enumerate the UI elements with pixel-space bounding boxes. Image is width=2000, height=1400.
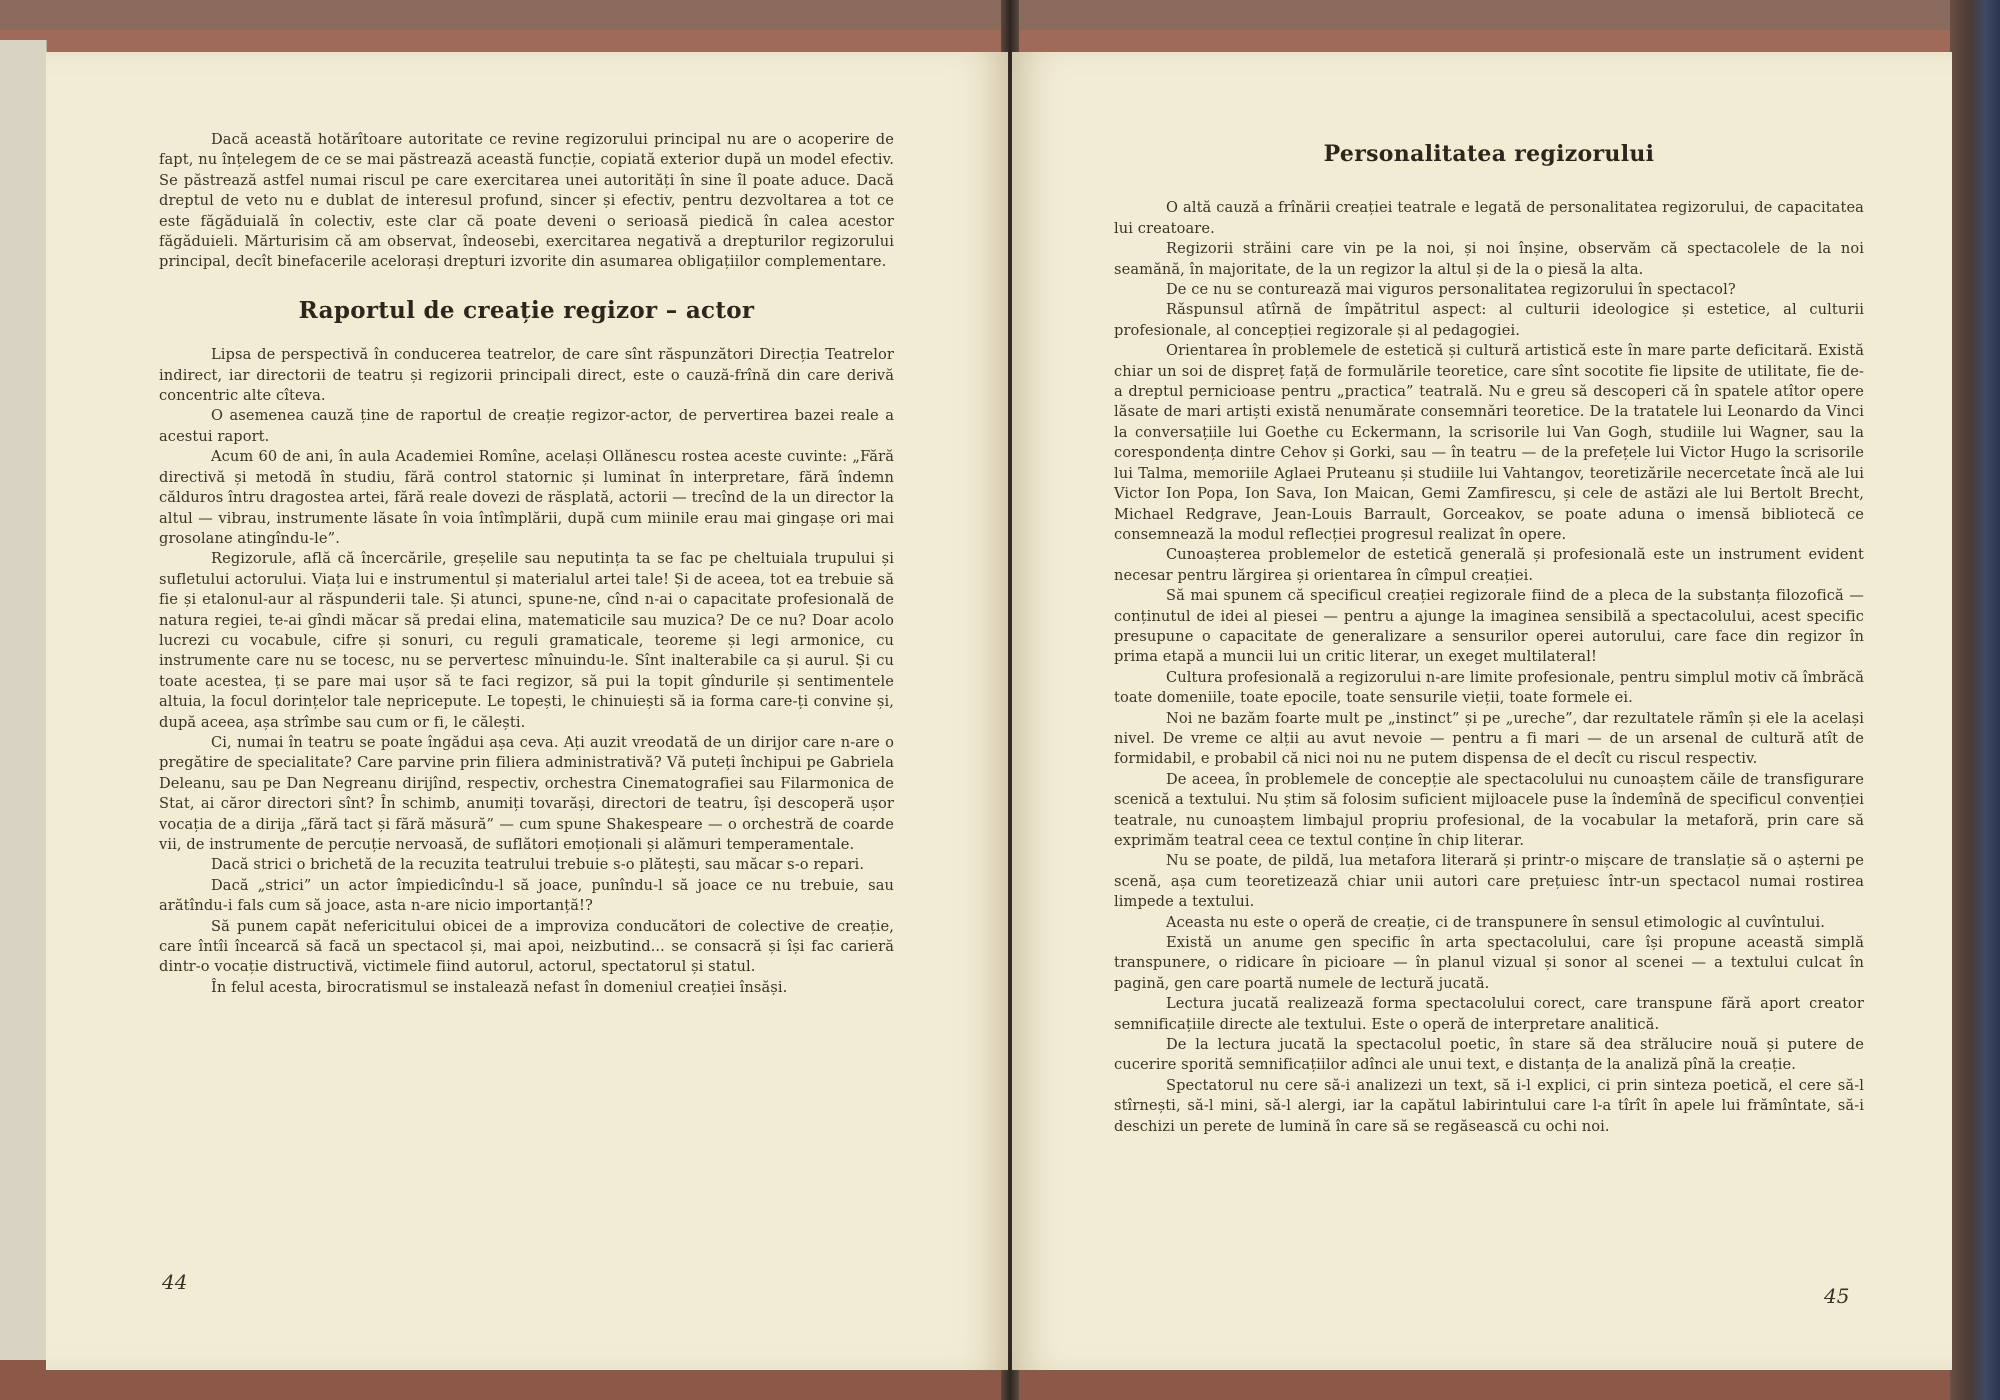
paragraph: Să mai spunem că specificul creației regizorale fiind de a pleca de la substanța filozofică — conținutul de idei al piesei — pentru a ajunge la imaginea sensibilă a spectacolului, acest specific presupune o capacitate de generalizare a sensurilor operei autorului, care face din regizor în prima etapă a muncii lui un critic literar, un exeget multilateral! — [1114, 587, 1864, 666]
right-page-text — [1114, 141, 1864, 1137]
intro-paragraph: Dacă această hotărîtoare autoritate ce revine regizorului principal nu are o acoperire de fapt, nu înțelegem de ce se mai păstrează această funcție, copiată exterior după un model efectiv. Se păstrează astfel numai riscul pe care exercitarea unei autorități în sine îl poate aduce. Dacă dreptul de veto nu e dublat de interesul profund, sincer și efectiv, pentru dezvoltarea a tot ce este făgăduială în colectiv, este clar că poate deveni o serioasă piedică în calea acestor făgăduieli. Mărturisim că am observat, îndeosebi, exercitarea negativă a drepturilor regizorului principal, decît binefacerile acelorași drepturi izvorite din asumarea obligațiilor complementare. — [159, 131, 894, 271]
paragraph: Nu se poate, de pildă, lua metafora literară și printr-o mișcare de translație să o așterni pe scenă, așa cum teoretizează chiar unii autori care prețuiesc într-un spectacol numai rostirea limpede a textului. — [1114, 852, 1864, 911]
paragraph: O asemenea cauză ține de raportul de creație regizor-actor, de pervertirea bazei reale a acestui raport. — [159, 407, 894, 445]
paragraph: Aceasta nu este o operă de creație, ci de transpunere în sensul etimologic al cuvîntului. — [1166, 913, 1825, 931]
paragraph: Cultura profesională a regizorului n-are limite profesionale, pentru simplul motiv că îmbrăcă toate domeniile, toate epocile, toate sensurile vieții, toate formele ei. — [1114, 668, 1864, 707]
paragraph: Există un anume gen specific în arta spectacolului, care își propune această simplă transpunere, o ridicare în picioare — în planul vizual și sonor al scenei — a textului culcat în pagină, gen care poartă numele de lectură jucată. — [1114, 934, 1864, 992]
paragraph: Cunoașterea problemelor de estetică generală și profesională este un instrument evident necesar pentru lărgirea și orientarea în cîmpul creației. — [1114, 546, 1864, 584]
facing-page-edge — [0, 40, 47, 1360]
paragraph: Orientarea în problemele de estetică și cultură artistică este în mare parte deficitară. Există chiar un soi de dispreț față de formulările teoretice, care sînt socotite fie lipsite de utilitate, fie de-a dreptul pernicioase pentru „practica” teatrală. Nu e greu să descoperi că în spatele atîtor opere lăsate de mari artiști există nenumărate consemnări teoretice. De la tratatele lui Leonardo da Vinci la conversațiile lui Goethe cu Eckermann, la scrisorile lui Van Gogh, studiile lui Wagner, sau la corespondența dintre Cehov și Gorki, sau — în teatru — de la prefețele lui Victor Hugo la scrisorile lui Talma, memoriile Aglaei Pruteanu și studiile lui Vahtangov, teoretizările necercetate încă ale lui Victor Ion Popa, Ion Sava, Ion Maican, Gemi Zamfirescu, și cele de astăzi ale lui Bertolt Brecht, Michael Redgrave, Jean-Louis Barrault, Gorceakov, se poate aduna o imensă bibliotecă ce consemnează la modul reflecției progresul realizat în opere. — [1114, 342, 1864, 543]
paragraph: Acum 60 de ani, în aula Academiei Romîne, același Ollănescu rostea aceste cuvinte: „Fără directivă și metodă în studiu, fără control statornic și luminat în interpretare, fără îndemn călduros întru dragostea artei, fără reale dovezi de răsplată, actorii — trecînd de la un director la altul — vibrau, instrumente lăsate în voia întîmplării, după cum miinile erau mai gingașe ori mai grosolane atingîndu-le”. — [159, 448, 894, 547]
paragraph: De aceea, în problemele de concepție ale spectacolului nu cunoaștem căile de transfigurare scenică a textului. Nu știm să folosim suficient mijloacele puse la îndemînă de specificul convenției teatrale, nu cunoaștem limbajul propriu profesional, de la vocabular la metaforă, prin care să exprimăm teatral ceea ce textul conține în chip literar. — [1114, 770, 1864, 849]
paragraph: Să punem capăt nefericitului obicei de a improviza conducători de colective de creație, care întîi încearcă să facă un spectacol și, mai apoi, neizbutind... se consacră și își fac carieră dintr-o vocație distructivă, victimele fiind autorul, actorul, spectatorul și statul. — [159, 917, 894, 976]
right-page — [1012, 52, 1952, 1370]
paragraph: Lipsa de perspectivă în conducerea teatrelor, de care sînt răspunzători Direcția Teatrelor indirect, iar directorii de teatru și regizorii principali direct, este o cauză-frînă din care derivă concentric alte cîteva. — [159, 346, 894, 405]
page-number: 44 — [162, 1270, 188, 1294]
paragraph: Regizorii străini care vin pe la noi, și noi înșine, observăm că spectacolele de la noi seamănă, în majoritate, de la un regizor la altul și de la o piesă la alta. — [1114, 240, 1864, 278]
paragraph: Lectura jucată realizează forma spectacolului corect, care transpune fără aport creator semnificațiile directe ale textului. Este o operă de interpretare analitică. — [1114, 995, 1864, 1033]
paragraph: Ci, numai în teatru se poate îngădui așa ceva. Ați auzit vreodată de un dirijor care n-are o pregătire de specialitate? Care parvine prin filiera administrativă? Vă puteți închipui pe Gabriela Deleanu, sau pe Dan Negreanu dirijînd, respectiv, orchestra Cinematografiei sau Filarmonica de Stat, ai căror directori sînt? În schimb, anumiți tovarăși, directori de teatru, își descoperă ușor vocația de a dirija „fără tact și fără măsură” — cum spune Shakespeare — o orchestră de coarde vii, de instrumente de percuție nervoasă, de suflători emoționali și alămuri temperamentale. — [159, 733, 894, 853]
paragraph: Dacă „strici” un actor împiedicîndu-l să joace, punîndu-l să joace ce nu trebuie, sau arătîndu-i fals cum să joace, asta n-are nicio importanță!? — [159, 876, 894, 915]
paragraph: Noi ne bazăm foarte mult pe „instinct” și pe „ureche”, dar rezultatele rămîn și ele la același nivel. De vreme ce alții au avut nevoie — pentru a fi mari — de un arsenal de cultură atît de formidabil, e probabil că nici noi nu ne putem dispensa de el decît cu riscul respectiv. — [1114, 709, 1864, 768]
paragraph: De ce nu se conturează mai viguros personalitatea regizorului în spectacol? — [1166, 281, 1736, 299]
page-number: 45 — [1824, 1284, 1850, 1308]
paragraph: Răspunsul atîrnă de împătritul aspect: al culturii ideologice și estetice, al culturii profesionale, al concepției regizorale și al pedagogiei. — [1114, 301, 1864, 339]
paragraph: Spectatorul nu cere să-i analizezi un text, să i-l explici, ci prin sinteza poetică, el cere să-l stîrnești, să-l mini, să-l alergi, iar la capătul labirintului care l-a tîrît în apele lui frămîntate, să-i deschizi un perete de lumină în care să se regăsească cu ochi noi. — [1114, 1076, 1864, 1135]
left-page-text — [159, 130, 894, 998]
section-heading: Personalitatea regizorului — [1323, 141, 1655, 167]
paragraph: O altă cauză a frînării creației teatrale e legată de personalitatea regizorului, de capacitatea lui creatoare. — [1114, 199, 1864, 237]
left-page — [46, 52, 1008, 1370]
book-cover-edge — [1950, 0, 2000, 1400]
paragraph: Regizorule, află că încercările, greșelile sau neputința ta se fac pe cheltuiala trupului și sufletului actorului. Viața lui e instrumentul și materialul artei tale! Și de aceea, tot ea trebuie să fie și etalonul-aur al răspunderii tale. Și atunci, spune-ne, cînd n-ai o capacitate profesională de natura regiei, te-ai gîndi măcar să predai elina, matematicile sau muzica? De ce nu? Doar acolo lucrezi cu vocabule, cifre și sonuri, cu reguli gramaticale, teoreme și legi armonice, cu instrumente care nu se tocesc, nu se pervertesc mînuindu-le. Sînt inalterabile ca și aurul. Și cu toate acestea, ți se pare mai ușor să te faci regizor, să pui la topit gîndurile și sentimentele altuia, la focul dorințelor tale nepricepute. Le topești, le chinuiești să ia forma care-ți convine și, după aceea, așa strîmbe sau cum or fi, le călești. — [159, 550, 894, 731]
paragraph: De la lectura jucată la spectacolul poetic, în stare să dea strălucire nouă și putere de cucerire sporită semnificațiilor adînci ale unui text, e distanța de la analiză pînă la creație. — [1114, 1036, 1864, 1074]
section-heading: Raportul de creație regizor – actor — [298, 296, 755, 324]
paragraph: În felul acesta, birocratismul se instalează nefast în domeniul creației însăși. — [211, 978, 788, 996]
paragraph: Dacă strici o brichetă de la recuzita teatrului trebuie s-o plătești, sau măcar s-o repari. — [211, 856, 865, 874]
